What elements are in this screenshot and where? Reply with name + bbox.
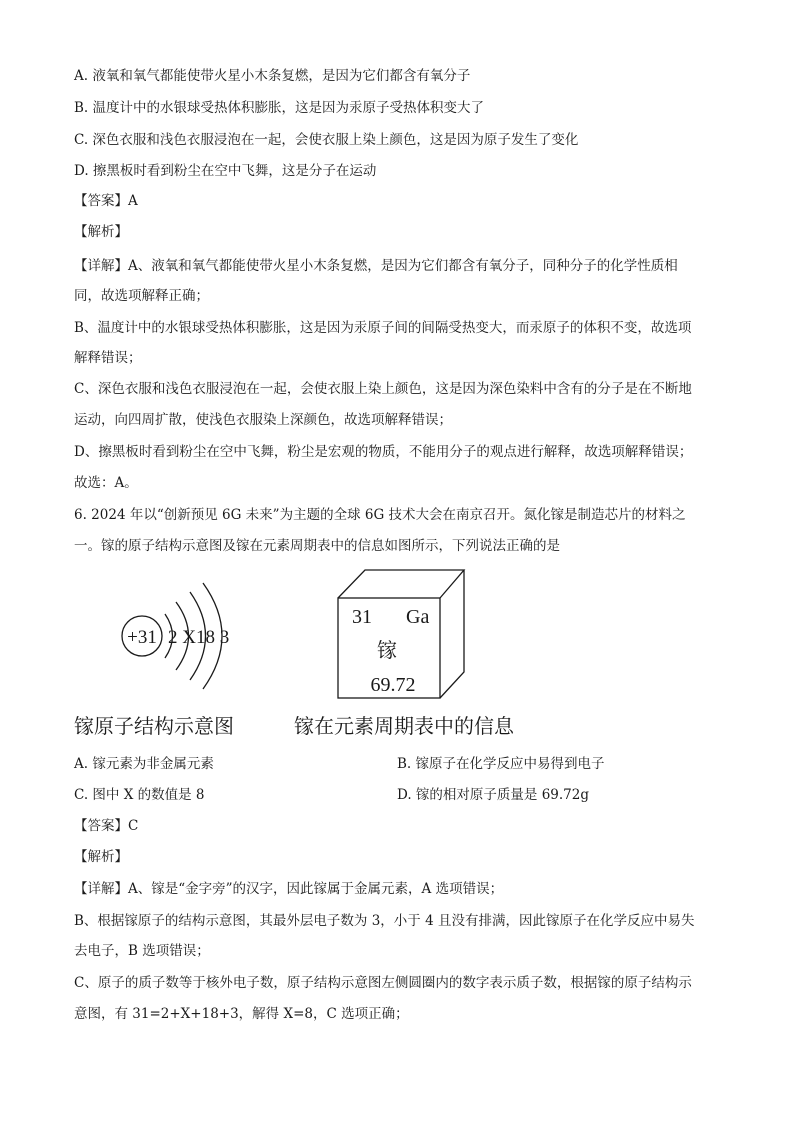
atom-structure-diagram (122, 583, 229, 689)
q6-detail-line: 【详解】A、镓是“金字旁”的汉字，因此镓属于金属元素，A 选项错误； (74, 881, 504, 897)
q6-option-c: C. 图中 X 的数值是 8 (74, 787, 205, 803)
electron-counts: 2 X18 3 (168, 627, 230, 648)
q5-detail-line: 运动，向四周扩散，使浅色衣服染上深颜色，故选项解释错误； (74, 412, 452, 428)
q5-detail-line: D、擦黑板时看到粉尘在空中飞舞，粉尘是宏观的物质，不能用分子的观点进行解释，故选项解释错误； (74, 444, 693, 460)
caption-atom-structure: 镓原子结构示意图 (74, 714, 234, 738)
atomic-number: 31 (352, 606, 372, 628)
q5-detail-line: 【详解】A、液氧和氧气都能使带火星小木条复燃，是因为它们都含有氧分子，同种分子的化学性质相 (74, 258, 678, 274)
q5-detail-line: 同，故选项解释正确； (74, 288, 209, 304)
q5-conclusion: 故选：A。 (74, 475, 138, 491)
q6-analysis-heading: 【解析】 (74, 849, 128, 865)
cell-side-face (440, 570, 464, 698)
q6-detail-line: 意图，有 31=2+X+18+3，解得 X=8，C 选项正确； (74, 1006, 409, 1022)
q5-detail-line: B、温度计中的水银球受热体积膨胀，这是因为汞原子间的间隔受热变大，而汞原子的体积不变，故选项 (74, 320, 692, 336)
q5-analysis-heading: 【解析】 (74, 224, 128, 240)
q5-option-b: B. 温度计中的水银球受热体积膨胀，这是因为汞原子受热体积变大了 (74, 100, 485, 116)
q5-option-c: C. 深色衣服和浅色衣服浸泡在一起，会使衣服上染上颜色，这是因为原子发生了变化 (74, 132, 579, 148)
element-name: 镓 (377, 638, 397, 662)
q6-answer: 【答案】C (74, 818, 139, 834)
q5-option-a: A. 液氧和氧气都能使带火星小木条复燃，是因为它们都含有氧分子 (74, 68, 471, 84)
q5-detail-line: 解释错误； (74, 350, 142, 366)
q6-detail-line: C、原子的质子数等于核外电子数，原子结构示意图左侧圆圈内的数字表示质子数，根据镓的原子结构示 (74, 975, 692, 991)
q6-stem-line1: 6. 2024 年以“创新预见 6G 未来”为主题的全球 6G 技术大会在南京召开。氮化镓是制造芯片的材料之 (74, 507, 686, 523)
q6-option-d: D. 镓的相对原子质量是 69.72g (397, 787, 590, 803)
q6-detail-line: B、根据镓原子的结构示意图，其最外层电子数为 3，小于 4 且没有排满，因此镓原子在化学反应中易失 (74, 913, 695, 929)
element-symbol: Ga (406, 606, 430, 628)
q5-answer: 【答案】A (74, 193, 138, 209)
relative-atomic-mass: 69.72 (370, 674, 416, 696)
q6-option-b: B. 镓原子在化学反应中易得到电子 (397, 756, 605, 772)
nucleus-charge: +31 (127, 627, 157, 648)
caption-periodic-info: 镓在元素周期表中的信息 (294, 714, 514, 738)
q5-detail-line: C、深色衣服和浅色衣服浸泡在一起，会使衣服上染上颜色，这是因为深色染料中含有的分子是在不断地 (74, 381, 692, 397)
q5-option-d: D. 擦黑板时看到粉尘在空中飞舞，这是分子在运动 (74, 163, 377, 179)
cell-top-face (338, 570, 464, 598)
q6-option-a: A. 镓元素为非金属元素 (74, 756, 214, 772)
q6-stem-line2: 一。镓的原子结构示意图及镓在元素周期表中的信息如图所示，下列说法正确的是 (74, 538, 560, 554)
q6-detail-line: 去电子，B 选项错误； (74, 943, 210, 959)
